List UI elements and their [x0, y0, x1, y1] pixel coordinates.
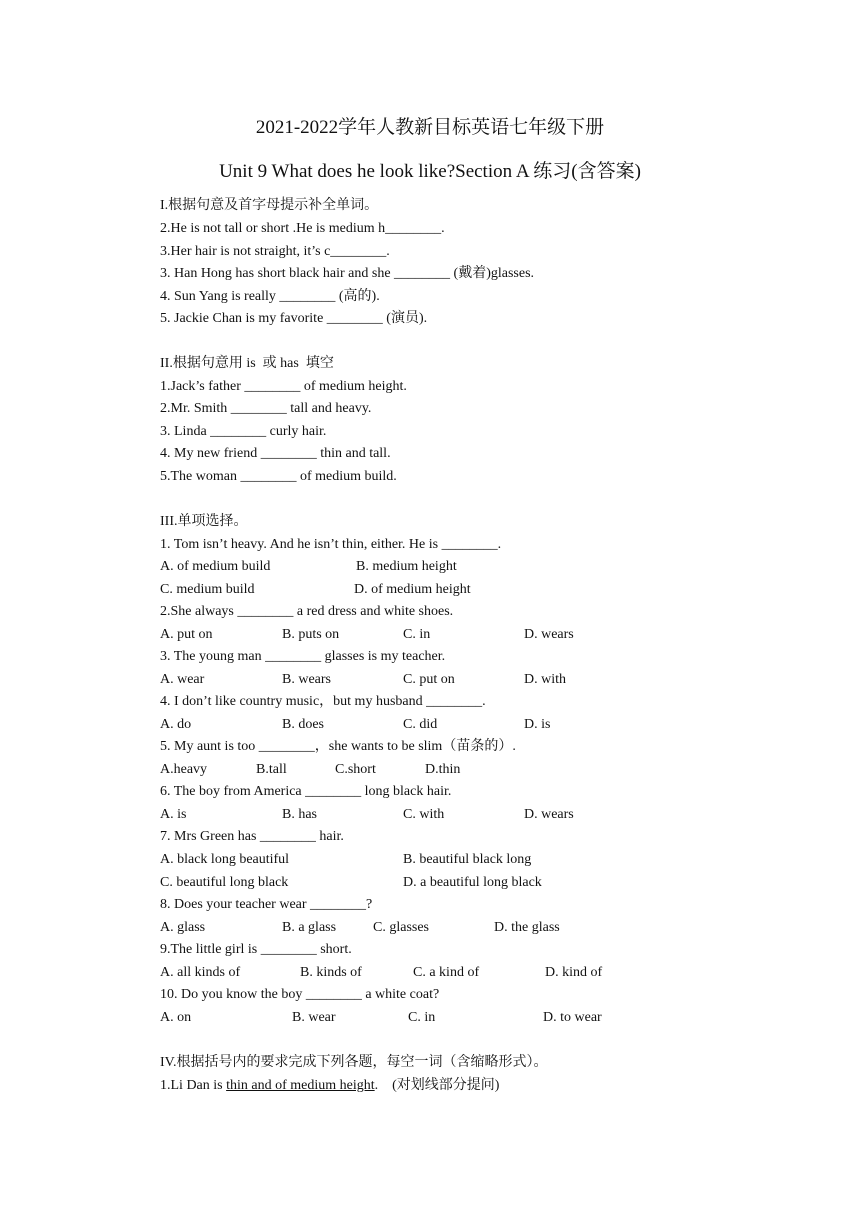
document-subtitle: Unit 9 What does he look like?Section A 练习(含答案) — [219, 161, 641, 182]
option: B. wears — [282, 672, 331, 687]
section1-heading: I.根据句意及首字母提示补全单词。 — [160, 198, 379, 213]
option: B. does — [282, 717, 324, 732]
option: C. glasses — [373, 920, 429, 935]
section2-item: 3. Linda ________ curly hair. — [160, 424, 327, 439]
option: A. all kinds of — [160, 965, 241, 980]
option: D. kind of — [545, 965, 603, 980]
option: B. medium height — [356, 559, 457, 574]
section1-item: 5. Jackie Chan is my favorite ________ (演员). — [160, 311, 428, 326]
option: A. of medium build — [160, 559, 271, 574]
section2-item: 5.The woman ________ of medium build. — [160, 469, 397, 484]
section2-item: 1.Jack’s father ________ of medium height. — [160, 379, 407, 394]
option: B. a glass — [282, 920, 337, 935]
option: C.short — [335, 762, 376, 777]
section1-item: 3. Han Hong has short black hair and she ________ (戴着)glasses. — [160, 266, 535, 281]
option: C. a kind of — [413, 965, 480, 980]
option: D. to wear — [543, 1010, 602, 1025]
option: D. the glass — [494, 920, 560, 935]
option: B. wear — [292, 1010, 336, 1025]
section3-heading: III.单项选择。 — [160, 514, 248, 529]
question: 9.The little girl is ________ short. — [160, 942, 352, 957]
question: 10. Do you know the boy ________ a white coat? — [160, 987, 440, 1002]
item-prefix: 1.Li Dan is — [160, 1078, 227, 1093]
option: C. medium build — [160, 582, 255, 597]
option: A. is — [160, 807, 187, 822]
option: A. do — [160, 717, 192, 732]
option: D.thin — [425, 762, 461, 777]
option: C. in — [403, 627, 431, 642]
option: D. wears — [524, 627, 574, 642]
section2-heading: II.根据句意用 is 或 has 填空 — [160, 356, 334, 371]
option: A.heavy — [160, 762, 208, 777]
option: C. did — [403, 717, 438, 732]
option: A. black long beautiful — [160, 852, 290, 867]
section2-item: 4. My new friend ________ thin and tall. — [160, 446, 391, 461]
section4-item — [160, 1077, 499, 1095]
option: C. beautiful long black — [160, 875, 289, 890]
question: 3. The young man ________ glasses is my teacher. — [160, 649, 446, 664]
section4-heading: IV.根据括号内的要求完成下列各题，每空一词（含缩略形式）。 — [160, 1055, 548, 1070]
option: A. glass — [160, 920, 206, 935]
option: D. is — [524, 717, 551, 732]
option: B. beautiful black long — [403, 852, 532, 867]
option: D. a beautiful long black — [403, 875, 542, 890]
section1-item: 4. Sun Yang is really ________ (高的). — [160, 289, 380, 304]
option: C. with — [403, 807, 445, 822]
option: A. wear — [160, 672, 205, 687]
question: 2.She always ________ a red dress and white shoes. — [160, 604, 454, 619]
option: A. put on — [160, 627, 213, 642]
option: D. wears — [524, 807, 574, 822]
option: B.tall — [256, 762, 287, 777]
document-title: 2021-2022学年人教新目标英语七年级下册 — [255, 117, 605, 138]
section1-item: 3.Her hair is not straight, it’s c________. — [160, 244, 390, 259]
question: 1. Tom isn’t heavy. And he isn’t thin, either. He is ________. — [160, 537, 502, 552]
option: A. on — [160, 1010, 192, 1025]
underlined-phrase: thin and of medium height — [226, 1078, 375, 1093]
question: 4. I don’t like country music，but my husband ________. — [160, 694, 486, 709]
question: 5. My aunt is too ________，she wants to be slim（苗条的）. — [160, 739, 516, 754]
question: 7. Mrs Green has ________ hair. — [160, 829, 344, 844]
question: 8. Does your teacher wear ________? — [160, 897, 373, 912]
option: B. kinds of — [300, 965, 362, 980]
option: B. puts on — [282, 627, 340, 642]
section2-item: 2.Mr. Smith ________ tall and heavy. — [160, 401, 372, 416]
question: 6. The boy from America ________ long black hair. — [160, 784, 452, 799]
option: C. in — [408, 1010, 436, 1025]
section1-item: 2.He is not tall or short .He is medium h________. — [160, 221, 445, 236]
option: C. put on — [403, 672, 455, 687]
option: B. has — [282, 807, 317, 822]
option: D. with — [524, 672, 566, 687]
option: D. of medium height — [354, 582, 471, 597]
item-suffix: . (对划线部分提问) — [374, 1078, 500, 1093]
